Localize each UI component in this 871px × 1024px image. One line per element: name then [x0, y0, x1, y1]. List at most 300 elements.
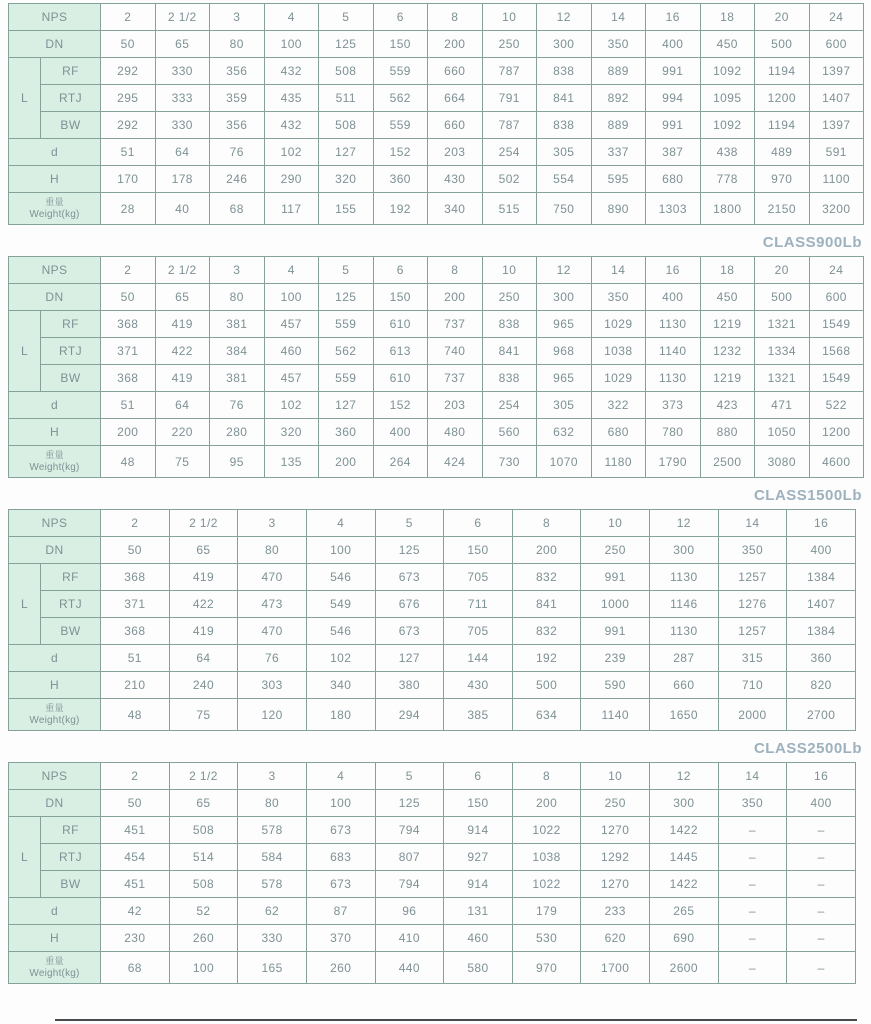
cell-rf-10: – — [787, 817, 856, 844]
cell-bw-10: – — [787, 871, 856, 898]
cell-bw-7: 787 — [482, 112, 537, 139]
cell-rtj-3: 683 — [306, 844, 375, 871]
row-weight — [9, 952, 856, 984]
row-label-nps: NPS — [9, 4, 101, 31]
cell-d-0: 51 — [101, 392, 156, 419]
cell-bw-12: 1194 — [755, 112, 810, 139]
cell-weight-4: 155 — [319, 193, 374, 225]
cell-nps-9: 14 — [591, 257, 646, 284]
row-label-rf: RF — [41, 58, 101, 85]
cell-rtj-9: – — [718, 844, 787, 871]
cell-h-0: 200 — [101, 419, 156, 446]
row-label-bw: BW — [41, 112, 101, 139]
cell-rtj-6: 740 — [428, 338, 483, 365]
cell-bw-2: 356 — [210, 112, 265, 139]
cell-dn-10: 400 — [646, 31, 701, 58]
cell-nps-5: 6 — [373, 4, 428, 31]
row-label-weight: 重量 Weight(kg) — [9, 446, 101, 478]
cell-d-9: 315 — [718, 645, 787, 672]
cell-weight-0: 68 — [101, 952, 170, 984]
cell-rf-8: 838 — [537, 58, 592, 85]
cell-dn-7: 250 — [581, 537, 650, 564]
cell-rtj-0: 371 — [101, 591, 170, 618]
cell-rtj-11: 1232 — [700, 338, 755, 365]
cell-dn-8: 300 — [650, 790, 719, 817]
cell-weight-8: 1650 — [650, 699, 719, 731]
cell-bw-9: 1029 — [591, 365, 646, 392]
cell-d-7: 239 — [581, 645, 650, 672]
cell-weight-10: 1303 — [646, 193, 701, 225]
cell-d-10: – — [787, 898, 856, 925]
cell-dn-9: 350 — [591, 31, 646, 58]
cell-dn-8: 300 — [650, 537, 719, 564]
row-label-rf: RF — [41, 817, 101, 844]
cell-nps-2: 3 — [238, 763, 307, 790]
cell-rf-1: 419 — [169, 564, 238, 591]
cell-nps-8: 12 — [537, 4, 592, 31]
cell-bw-10: 1384 — [787, 618, 856, 645]
row-bw — [9, 618, 856, 645]
cell-weight-0: 28 — [101, 193, 156, 225]
cell-d-2: 76 — [210, 139, 265, 166]
cell-h-10: 780 — [646, 419, 701, 446]
cell-rf-4: 794 — [375, 817, 444, 844]
cell-rtj-1: 422 — [155, 338, 210, 365]
cell-d-7: 233 — [581, 898, 650, 925]
cell-rtj-5: 562 — [373, 85, 428, 112]
row-label-rf: RF — [41, 564, 101, 591]
cell-nps-2: 3 — [210, 257, 265, 284]
cell-weight-10: 2700 — [787, 699, 856, 731]
spec-table-CLASS1500Lb — [8, 509, 856, 731]
row-label-dn: DN — [9, 790, 101, 817]
cell-h-9: – — [718, 925, 787, 952]
cell-weight-0: 48 — [101, 446, 156, 478]
cell-dn-10: 400 — [787, 537, 856, 564]
cell-bw-7: 838 — [482, 365, 537, 392]
cell-dn-4: 125 — [375, 537, 444, 564]
row-d — [9, 392, 864, 419]
cell-d-3: 102 — [264, 139, 319, 166]
cell-rf-6: 832 — [512, 564, 581, 591]
cell-rf-0: 368 — [101, 564, 170, 591]
cell-rtj-6: 1038 — [512, 844, 581, 871]
cell-rf-10: 1130 — [646, 311, 701, 338]
spec-table-CLASS900Lb — [8, 256, 864, 478]
cell-nps-8: 12 — [650, 510, 719, 537]
cell-dn-6: 200 — [428, 284, 483, 311]
cell-weight-8: 2600 — [650, 952, 719, 984]
cell-bw-1: 508 — [169, 871, 238, 898]
row-label-h: H — [9, 419, 101, 446]
cell-bw-0: 368 — [101, 365, 156, 392]
cell-rtj-5: 613 — [373, 338, 428, 365]
spec-table-CLASS2500Lb — [8, 762, 856, 984]
row-label-nps: NPS — [9, 510, 101, 537]
cell-dn-9: 350 — [718, 790, 787, 817]
cell-rf-0: 292 — [101, 58, 156, 85]
cell-rtj-1: 333 — [155, 85, 210, 112]
cell-nps-13: 24 — [809, 257, 864, 284]
cell-dn-5: 150 — [373, 31, 428, 58]
cell-d-12: 489 — [755, 139, 810, 166]
cell-nps-6: 8 — [428, 4, 483, 31]
cell-rf-8: 965 — [537, 311, 592, 338]
cell-dn-2: 80 — [210, 284, 265, 311]
cell-rtj-12: 1334 — [755, 338, 810, 365]
row-label-nps: NPS — [9, 257, 101, 284]
cell-h-3: 290 — [264, 166, 319, 193]
cell-nps-3: 4 — [264, 4, 319, 31]
cell-rf-11: 1219 — [700, 311, 755, 338]
cell-dn-11: 450 — [700, 31, 755, 58]
cell-bw-6: 832 — [512, 618, 581, 645]
cell-dn-6: 200 — [428, 31, 483, 58]
cell-rtj-2: 473 — [238, 591, 307, 618]
cell-h-1: 220 — [155, 419, 210, 446]
cell-rtj-6: 664 — [428, 85, 483, 112]
cell-h-10: 820 — [787, 672, 856, 699]
cell-h-3: 340 — [306, 672, 375, 699]
cell-weight-13: 4600 — [809, 446, 864, 478]
cell-weight-13: 3200 — [809, 193, 864, 225]
cell-d-8: 265 — [650, 898, 719, 925]
cell-d-11: 423 — [700, 392, 755, 419]
cell-nps-7: 10 — [581, 510, 650, 537]
cell-rf-4: 559 — [319, 311, 374, 338]
cell-h-12: 1050 — [755, 419, 810, 446]
row-label-bw: BW — [41, 871, 101, 898]
cell-nps-3: 4 — [306, 763, 375, 790]
cell-bw-8: 1422 — [650, 871, 719, 898]
cell-d-10: 360 — [787, 645, 856, 672]
cell-dn-0: 50 — [101, 31, 156, 58]
cell-d-2: 62 — [238, 898, 307, 925]
tables-container — [8, 3, 864, 984]
cell-h-4: 380 — [375, 672, 444, 699]
cell-rf-7: 838 — [482, 311, 537, 338]
row-dn — [9, 31, 864, 58]
cell-d-13: 591 — [809, 139, 864, 166]
cell-dn-0: 50 — [101, 537, 170, 564]
row-label-l: L — [9, 817, 41, 898]
cell-nps-4: 5 — [375, 763, 444, 790]
cell-bw-5: 610 — [373, 365, 428, 392]
cell-bw-7: 991 — [581, 618, 650, 645]
cell-d-6: 179 — [512, 898, 581, 925]
cell-dn-10: 400 — [787, 790, 856, 817]
cell-nps-12: 20 — [755, 257, 810, 284]
row-label-d: d — [9, 392, 101, 419]
cell-rtj-11: 1095 — [700, 85, 755, 112]
cell-dn-5: 150 — [444, 537, 513, 564]
cell-dn-9: 350 — [591, 284, 646, 311]
cell-h-2: 303 — [238, 672, 307, 699]
cell-rf-2: 381 — [210, 311, 265, 338]
cell-dn-5: 150 — [373, 284, 428, 311]
cell-nps-1: 2 1/2 — [155, 4, 210, 31]
cell-nps-0: 2 — [101, 510, 170, 537]
row-label-h: H — [9, 925, 101, 952]
cell-rf-1: 419 — [155, 311, 210, 338]
cell-d-1: 64 — [155, 139, 210, 166]
cell-h-1: 240 — [169, 672, 238, 699]
cell-h-11: 880 — [700, 419, 755, 446]
row-rf — [9, 58, 864, 85]
cell-d-6: 203 — [428, 392, 483, 419]
row-label-l: L — [9, 311, 41, 392]
cell-rtj-2: 359 — [210, 85, 265, 112]
cell-rf-4: 508 — [319, 58, 374, 85]
cell-h-13: 1200 — [809, 419, 864, 446]
cell-weight-9: 1180 — [591, 446, 646, 478]
row-rtj — [9, 338, 864, 365]
cell-rtj-2: 584 — [238, 844, 307, 871]
cell-rtj-13: 1568 — [809, 338, 864, 365]
cell-rf-3: 546 — [306, 564, 375, 591]
cell-weight-4: 200 — [319, 446, 374, 478]
cell-weight-8: 750 — [537, 193, 592, 225]
cell-d-0: 51 — [101, 139, 156, 166]
row-rtj — [9, 591, 856, 618]
cell-weight-5: 580 — [444, 952, 513, 984]
cell-weight-6: 634 — [512, 699, 581, 731]
cell-rf-7: 787 — [482, 58, 537, 85]
cell-d-7: 254 — [482, 139, 537, 166]
cell-rf-13: 1549 — [809, 311, 864, 338]
cell-d-1: 52 — [169, 898, 238, 925]
cell-rtj-9: 1038 — [591, 338, 646, 365]
cell-d-8: 287 — [650, 645, 719, 672]
cell-h-5: 360 — [373, 166, 428, 193]
cell-weight-5: 192 — [373, 193, 428, 225]
cell-dn-0: 50 — [101, 284, 156, 311]
cell-rf-6: 1022 — [512, 817, 581, 844]
cell-rf-0: 451 — [101, 817, 170, 844]
cell-h-4: 360 — [319, 419, 374, 446]
cell-dn-5: 150 — [444, 790, 513, 817]
cell-weight-3: 260 — [306, 952, 375, 984]
cell-nps-5: 6 — [444, 763, 513, 790]
cell-rtj-4: 676 — [375, 591, 444, 618]
cell-dn-1: 65 — [155, 31, 210, 58]
cell-bw-9: 1257 — [718, 618, 787, 645]
cell-bw-8: 965 — [537, 365, 592, 392]
cell-h-6: 430 — [428, 166, 483, 193]
cell-weight-12: 3080 — [755, 446, 810, 478]
cell-rf-3: 432 — [264, 58, 319, 85]
cell-weight-3: 135 — [264, 446, 319, 478]
cell-h-6: 530 — [512, 925, 581, 952]
cell-h-8: 632 — [537, 419, 592, 446]
cell-dn-7: 250 — [581, 790, 650, 817]
cell-weight-10: – — [787, 952, 856, 984]
cell-rtj-7: 1000 — [581, 591, 650, 618]
cell-bw-3: 457 — [264, 365, 319, 392]
cell-d-4: 127 — [319, 392, 374, 419]
cell-rtj-8: 1146 — [650, 591, 719, 618]
cell-d-2: 76 — [210, 392, 265, 419]
cell-bw-6: 737 — [428, 365, 483, 392]
cell-h-6: 500 — [512, 672, 581, 699]
cell-rtj-1: 514 — [169, 844, 238, 871]
cell-bw-8: 1130 — [650, 618, 719, 645]
cell-weight-7: 1140 — [581, 699, 650, 731]
cell-bw-2: 381 — [210, 365, 265, 392]
cell-rtj-7: 841 — [482, 338, 537, 365]
cell-rtj-0: 454 — [101, 844, 170, 871]
cell-nps-5: 6 — [444, 510, 513, 537]
cell-d-7: 254 — [482, 392, 537, 419]
row-label-l: L — [9, 58, 41, 139]
row-label-weight: 重量 Weight(kg) — [9, 193, 101, 225]
cell-dn-10: 400 — [646, 284, 701, 311]
cell-rtj-5: 711 — [444, 591, 513, 618]
cell-rf-9: 1029 — [591, 311, 646, 338]
row-weight — [9, 699, 856, 731]
row-label-rtj: RTJ — [41, 591, 101, 618]
cell-h-7: 590 — [581, 672, 650, 699]
cell-rtj-3: 435 — [264, 85, 319, 112]
cell-h-9: 680 — [591, 419, 646, 446]
row-rf — [9, 311, 864, 338]
cell-nps-9: 14 — [591, 4, 646, 31]
cell-weight-1: 100 — [169, 952, 238, 984]
row-nps — [9, 510, 856, 537]
cell-bw-7: 1270 — [581, 871, 650, 898]
cell-nps-0: 2 — [101, 4, 156, 31]
class-title-class2500lb: CLASS2500Lb — [753, 740, 862, 757]
cell-h-3: 320 — [264, 419, 319, 446]
cell-rf-1: 330 — [155, 58, 210, 85]
row-label-d: d — [9, 898, 101, 925]
cell-bw-12: 1321 — [755, 365, 810, 392]
cell-rf-1: 508 — [169, 817, 238, 844]
cell-dn-12: 500 — [755, 31, 810, 58]
cell-weight-1: 75 — [169, 699, 238, 731]
cell-rtj-7: 791 — [482, 85, 537, 112]
cell-d-4: 127 — [319, 139, 374, 166]
cell-rf-2: 578 — [238, 817, 307, 844]
cell-rtj-10: 1140 — [646, 338, 701, 365]
row-bw — [9, 112, 864, 139]
class-title-class900lb: CLASS900Lb — [762, 234, 862, 251]
cell-rf-9: 889 — [591, 58, 646, 85]
cell-rf-2: 470 — [238, 564, 307, 591]
cell-dn-11: 450 — [700, 284, 755, 311]
cell-nps-6: 8 — [512, 510, 581, 537]
cell-weight-10: 1790 — [646, 446, 701, 478]
row-label-h: H — [9, 166, 101, 193]
cell-h-8: 660 — [650, 672, 719, 699]
cell-h-7: 502 — [482, 166, 537, 193]
cell-rtj-8: 841 — [537, 85, 592, 112]
cell-nps-0: 2 — [101, 257, 156, 284]
cell-nps-4: 5 — [319, 257, 374, 284]
cell-d-5: 152 — [373, 139, 428, 166]
cell-h-7: 560 — [482, 419, 537, 446]
cell-bw-6: 660 — [428, 112, 483, 139]
cell-weight-9: 890 — [591, 193, 646, 225]
cell-nps-9: 14 — [718, 510, 787, 537]
cell-nps-3: 4 — [264, 257, 319, 284]
row-label-h: H — [9, 672, 101, 699]
cell-h-3: 370 — [306, 925, 375, 952]
cell-bw-0: 292 — [101, 112, 156, 139]
cell-dn-2: 80 — [238, 537, 307, 564]
cell-bw-4: 673 — [375, 618, 444, 645]
cell-dn-7: 250 — [482, 31, 537, 58]
cell-rf-7: 991 — [581, 564, 650, 591]
cell-h-5: 430 — [444, 672, 513, 699]
cell-weight-5: 264 — [373, 446, 428, 478]
cell-d-6: 192 — [512, 645, 581, 672]
cell-bw-11: 1092 — [700, 112, 755, 139]
row-label-d: d — [9, 139, 101, 166]
row-nps — [9, 257, 864, 284]
cell-d-9: – — [718, 898, 787, 925]
cell-dn-6: 200 — [512, 790, 581, 817]
cell-rtj-1: 422 — [169, 591, 238, 618]
cell-dn-6: 200 — [512, 537, 581, 564]
cell-bw-13: 1397 — [809, 112, 864, 139]
cell-h-9: 595 — [591, 166, 646, 193]
cell-rtj-13: 1407 — [809, 85, 864, 112]
cell-rtj-10: 1407 — [787, 591, 856, 618]
cell-dn-4: 125 — [319, 31, 374, 58]
cell-nps-6: 8 — [512, 763, 581, 790]
cell-nps-10: 16 — [646, 257, 701, 284]
cell-rtj-6: 841 — [512, 591, 581, 618]
cell-rf-6: 660 — [428, 58, 483, 85]
row-nps — [9, 4, 864, 31]
page-footer-rule — [55, 1019, 857, 1021]
cell-d-8: 305 — [537, 392, 592, 419]
cell-dn-2: 80 — [210, 31, 265, 58]
cell-dn-8: 300 — [537, 31, 592, 58]
cell-weight-3: 117 — [264, 193, 319, 225]
cell-h-2: 280 — [210, 419, 265, 446]
cell-nps-7: 10 — [581, 763, 650, 790]
cell-dn-9: 350 — [718, 537, 787, 564]
cell-nps-4: 5 — [375, 510, 444, 537]
row-label-dn: DN — [9, 537, 101, 564]
cell-dn-3: 100 — [306, 790, 375, 817]
cell-bw-2: 578 — [238, 871, 307, 898]
row-rf — [9, 817, 856, 844]
row-bw — [9, 871, 856, 898]
cell-bw-5: 559 — [373, 112, 428, 139]
cell-d-3: 87 — [306, 898, 375, 925]
cell-rtj-0: 371 — [101, 338, 156, 365]
cell-weight-2: 68 — [210, 193, 265, 225]
row-dn — [9, 790, 856, 817]
cell-d-11: 438 — [700, 139, 755, 166]
cell-rf-7: 1270 — [581, 817, 650, 844]
cell-bw-1: 330 — [155, 112, 210, 139]
cell-rf-5: 705 — [444, 564, 513, 591]
cell-rf-9: 1257 — [718, 564, 787, 591]
cell-d-6: 203 — [428, 139, 483, 166]
cell-bw-0: 368 — [101, 618, 170, 645]
cell-rf-9: – — [718, 817, 787, 844]
cell-rf-8: 1130 — [650, 564, 719, 591]
cell-weight-1: 40 — [155, 193, 210, 225]
cell-weight-5: 385 — [444, 699, 513, 731]
cell-h-7: 620 — [581, 925, 650, 952]
cell-nps-1: 2 1/2 — [155, 257, 210, 284]
cell-weight-11: 2500 — [700, 446, 755, 478]
